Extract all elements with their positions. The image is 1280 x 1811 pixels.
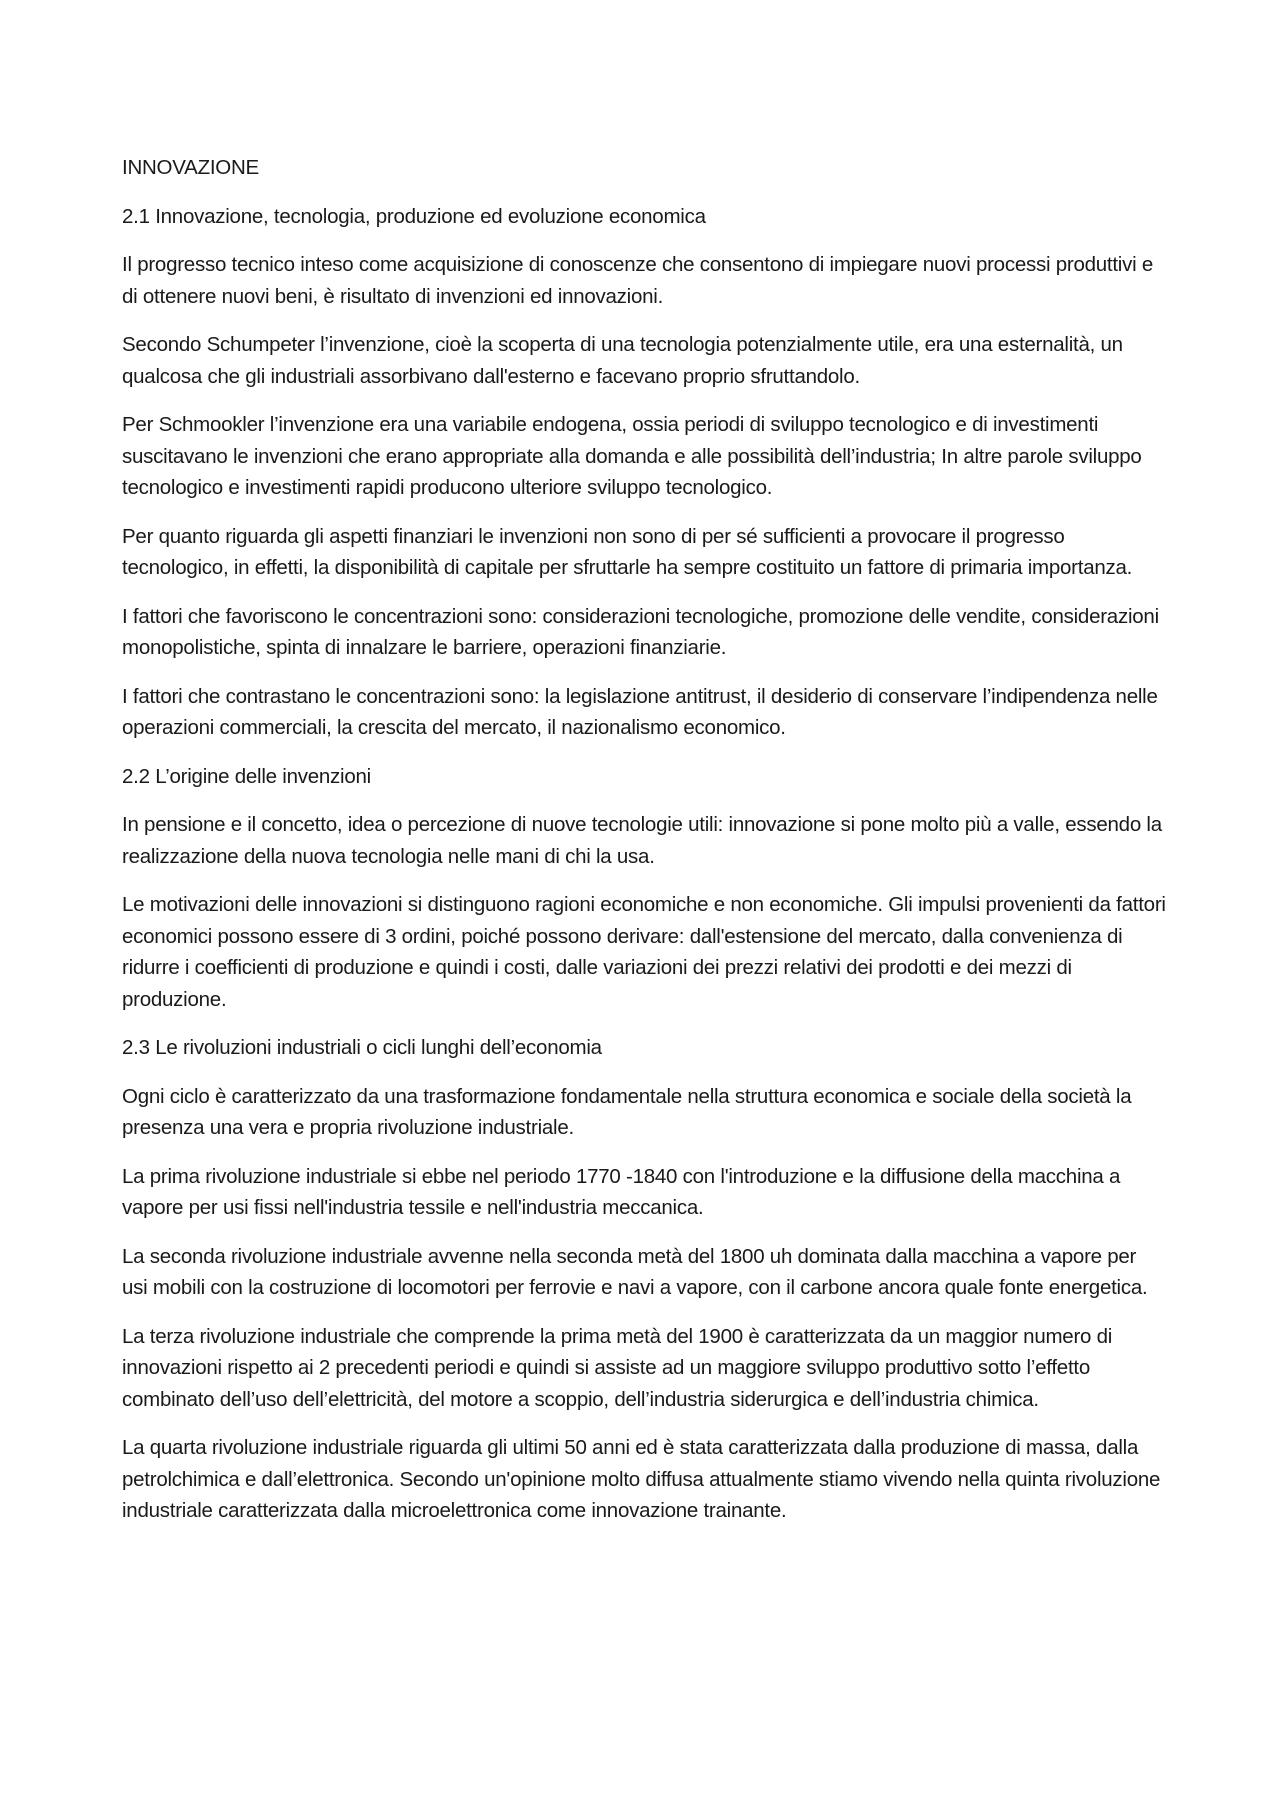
document-title: INNOVAZIONE xyxy=(122,156,259,179)
paragraph: Il progresso tecnico inteso come acquisizione di conoscenze che consentono di impiegare nuovi processi produttivi e di ottenere nuovi beni, è risultato di invenzioni ed innovazioni. xyxy=(122,253,1154,308)
paragraph: Secondo Schumpeter l’invenzione, cioè la scoperta di una tecnologia potenzialmente utile, era una esternalità, un qualcosa che gli industriali assorbivano dall'esterno e facevano proprio sfruttandolo. xyxy=(122,333,1123,388)
section-heading-2-2: 2.2 L’origine delle invenzioni xyxy=(122,764,371,788)
paragraph: La seconda rivoluzione industriale avvenne nella seconda metà del 1800 uh dominata dalla macchina a vapore per usi mobili con la costruzione di locomotori per ferrovie e navi a vapore, con il carbone ancora quale fonte energetica. xyxy=(122,1244,1148,1299)
paragraph: I fattori che favoriscono le concentrazioni sono: considerazioni tecnologiche, promozione delle vendite, considerazioni monopolistiche, spinta di innalzare le barriere, operazioni finanziarie. xyxy=(122,604,1159,659)
section-heading-2-3: 2.3 Le rivoluzioni industriali o cicli lunghi dell’economia xyxy=(122,1036,602,1059)
paragraph: Ogni ciclo è caratterizzato da una trasformazione fondamentale nella struttura economica e sociale della società la presenza una vera e propria rivoluzione industriale. xyxy=(122,1084,1132,1139)
paragraph: La quarta rivoluzione industriale riguarda gli ultimi 50 anni ed è stata caratterizzata dalla produzione di massa, dalla petrolchimica e dall’elettronica. Secondo un'opinione molto diffusa attualmente stiamo vivendo nella quinta rivoluzione industriale caratterizzata dalla microelettronica come innovazione trainante. xyxy=(122,1436,1161,1522)
document-body xyxy=(122,152,1167,1544)
section-heading-2-1: 2.1 Innovazione, tecnologia, produzione ed evoluzione economica xyxy=(122,204,706,228)
paragraph: La terza rivoluzione industriale che comprende la prima metà del 1900 è caratterizzata da un maggior numero di innovazioni rispetto ai 2 precedenti periodi e quindi si assiste ad un maggiore sviluppo produttivo sotto l’effetto combinato dell’uso dell’elettricità, del motore a scoppio, dell’industria siderurgica e dell’industria chimica. xyxy=(122,1324,1113,1411)
paragraph: Le motivazioni delle innovazioni si distinguono ragioni economiche e non economiche. Gli impulsi provenienti da fattori economici possono essere di 3 ordini, poiché possono derivare: dall'estensione del mercato, dalla convenienza di ridurre i coefficienti di produzione e quindi i costi, dalle variazioni dei prezzi relativi dei prodotti e dei mezzi di produzione. xyxy=(122,893,1166,1011)
paragraph: In pensione e il concetto, idea o percezione di nuove tecnologie utili: innovazione si pone molto più a valle, essendo la realizzazione della nuova tecnologia nelle mani di chi la usa. xyxy=(122,813,1162,868)
paragraph: Per Schmookler l’invenzione era una variabile endogena, ossia periodi di sviluppo tecnologico e di investimenti suscitavano le invenzioni che erano appropriate alla domanda e alle possibilità dell’industria; In altre parole sviluppo tecnologico e investimenti rapidi producono ulteriore sviluppo tecnologico. xyxy=(122,413,1142,499)
paragraph: La prima rivoluzione industriale si ebbe nel periodo 1770 -1840 con l'introduzione e la diffusione della macchina a vapore per usi fissi nell'industria tessile e nell'industria meccanica. xyxy=(122,1164,1121,1219)
paragraph: Per quanto riguarda gli aspetti finanziari le invenzioni non sono di per sé sufficienti a provocare il progresso tecnologico, in effetti, la disponibilità di capitale per sfruttarle ha sempre costituito un fattore di primaria importanza. xyxy=(122,524,1133,579)
paragraph: I fattori che contrastano le concentrazioni sono: la legislazione antitrust, il desiderio di conservare l’indipendenza nelle operazioni commerciali, la crescita del mercato, il nazionalismo economico. xyxy=(122,684,1158,739)
